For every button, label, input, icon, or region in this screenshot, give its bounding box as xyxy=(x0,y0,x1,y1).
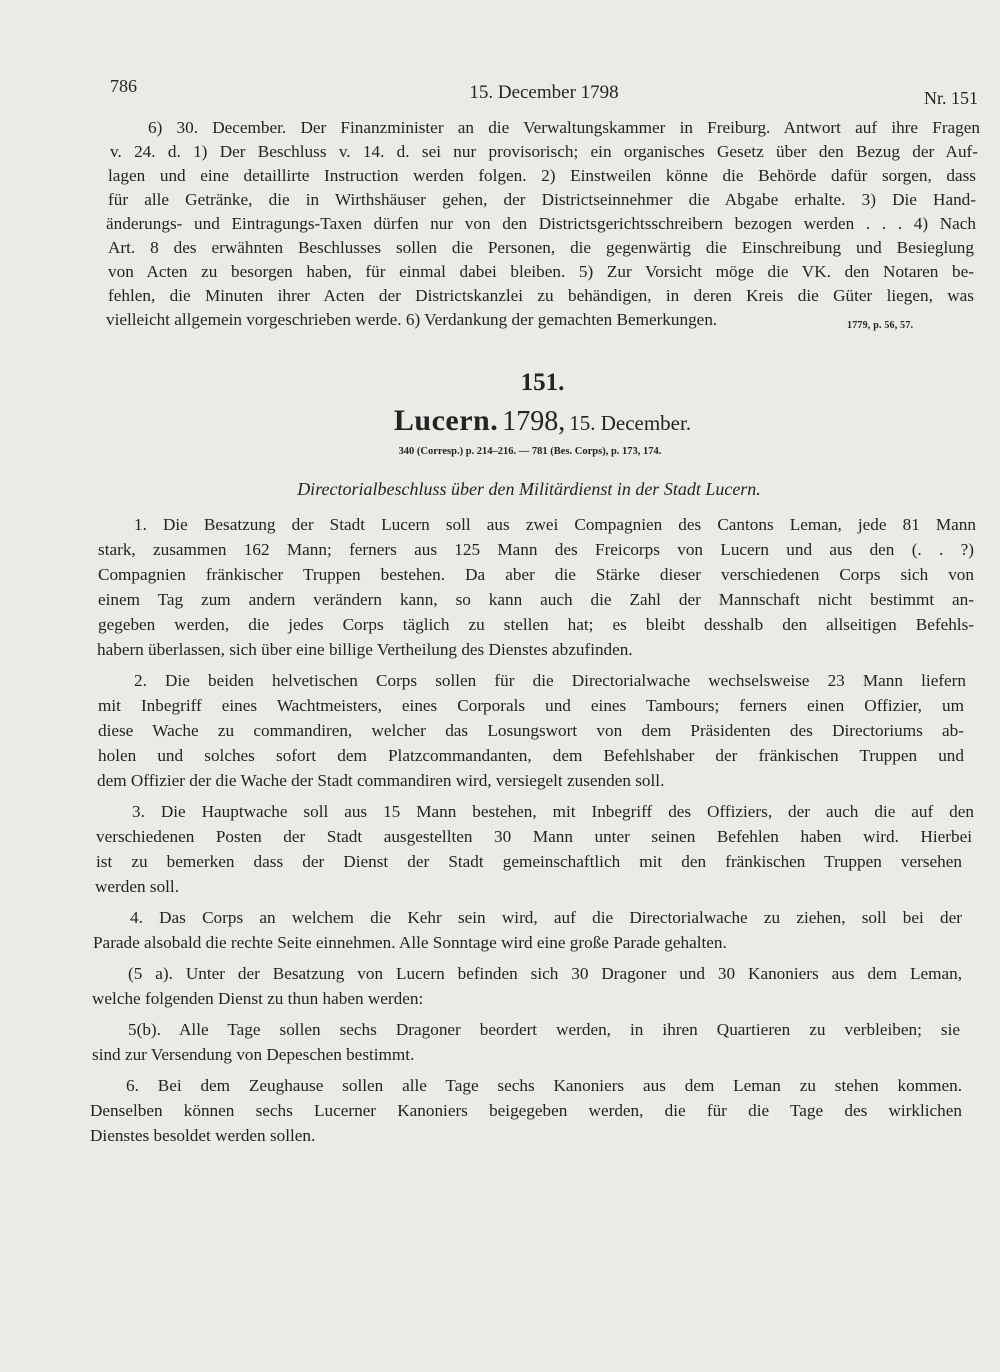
text-line: 5(b). Alle Tage sollen sechs Dragoner beordert werden, in ihren Quartieren zu verbleiben; sie xyxy=(128,1020,960,1039)
text-line: von Acten zu besorgen haben, für einmal dabei bleiben. 5) Zur Vorsicht möge die VK. den Notaren be- xyxy=(108,262,974,281)
text-line: 6) 30. December. Der Finanzminister an die Verwaltungskammer in Freiburg. Antwort auf ihre Fragen xyxy=(148,118,980,137)
entry-number-head: Nr. 151 xyxy=(924,88,978,108)
text-line: diese Wache zu commandiren, welcher das Losungswort von dem Präsidenten des Directoriums ab- xyxy=(98,721,964,740)
entry-year: 1798, xyxy=(502,406,566,437)
text-line: Denselben können sechs Lucerner Kanoniers beigegeben werden, die für die Tage des wirklichen xyxy=(90,1101,962,1120)
text-line: 4. Das Corps an welchem die Kehr sein wird, auf die Directorialwache zu ziehen, soll bei der xyxy=(130,908,962,927)
text-line: gegeben werden, die jedes Corps täglich zu stellen hat; es bleibt desshalb den allseitigen Befehls- xyxy=(98,615,974,634)
text-line: stark, zusammen 162 Mann; ferners aus 125 Mann des Freicorps von Lucern und aus den (. . ?) xyxy=(98,540,974,559)
text-line: 6. Bei dem Zeughause sollen alle Tage sechs Kanoniers aus dem Leman zu stehen kommen. xyxy=(126,1076,962,1095)
text-line: ist zu bemerken dass der Dienst der Stadt gemeinschaftlich mit den fränkischen Truppen versehen xyxy=(96,852,962,871)
text-line: fehlen, die Minuten ihrer Acten der Districtskanzlei zu behändigen, in deren Kreis die Güter liegen, was xyxy=(108,286,974,305)
page-number: 786 xyxy=(110,76,137,96)
entry-heading: Directorialbeschluss über den Militärdienst in der Stadt Lucern. xyxy=(297,479,761,499)
text-line: 3. Die Hauptwache soll aus 15 Mann bestehen, mit Inbegriff des Offiziers, der auch die auf den xyxy=(132,802,974,821)
entry-place: Lucern. xyxy=(393,404,499,437)
entry-day: 15. December. xyxy=(569,411,692,435)
citation: 1779, p. 56, 57. xyxy=(847,320,914,331)
text-line: einem Tag zum andern verändern kann, so kann auch die Zahl der Mannschaft nicht bestimmt an- xyxy=(98,590,974,609)
text-line: für alle Getränke, die in Wirthshäuser gehen, der Districtseinnehmer die Abgabe erhalte. 3) Die Hand- xyxy=(108,190,976,209)
text-line: vielleicht allgemein vorgeschrieben werde. 6) Verdankung der gemachten Bemerkungen. xyxy=(106,310,718,329)
text-line: Compagnien fränkischer Truppen bestehen. Da aber die Stärke dieser verschiedenen Corps sich von xyxy=(98,565,974,584)
entry-title xyxy=(0,404,1000,438)
text-line: Art. 8 des erwähnten Beschlusses sollen die Personen, die gegenwärtig die Einschreibung und Besieglung xyxy=(108,238,974,257)
running-head-date: 15. December 1798 xyxy=(469,82,619,103)
text-line: werden soll. xyxy=(95,877,180,896)
text-line: welche folgenden Dienst zu thun haben werden: xyxy=(92,989,424,1008)
text-line: (5 a). Unter der Besatzung von Lucern befinden sich 30 Dragoner und 30 Kanoniers aus dem Leman, xyxy=(128,964,962,983)
text-line: Parade alsobald die rechte Seite einnehmen. Alle Sonntage wird eine große Parade gehalten. xyxy=(93,933,727,952)
text-line: holen und solches sofort dem Platzcommandanten, dem Befehlshaber der fränkischen Truppen und xyxy=(98,746,964,765)
entry-number: 151. xyxy=(520,369,565,396)
text-line: änderungs- und Eintragungs-Taxen dürfen nur von den Districtsgerichtsschreibern bezogen werden . . . 4) Nach xyxy=(106,214,976,233)
text-line: 2. Die beiden helvetischen Corps sollen für die Directorialwache wechselsweise 23 Mann liefern xyxy=(134,671,966,690)
page-header xyxy=(110,76,978,106)
text-line: lagen und eine detaillirte Instruction werden folgen. 2) Einstweilen könne die Behörde dafür sorgen, dass xyxy=(108,166,976,185)
text-line: v. 24. d. 1) Der Beschluss v. 14. d. sei nur provisorisch; ein organisches Gesetz über den Bezug der Auf- xyxy=(110,142,978,161)
entry-sources: 340 (Corresp.) p. 214–216. — 781 (Bes. Corps), p. 173, 174. xyxy=(398,446,662,457)
text-line: sind zur Versendung von Depeschen bestimmt. xyxy=(92,1045,415,1064)
text-line: 1. Die Besatzung der Stadt Lucern soll aus zwei Compagnien des Cantons Leman, jede 81 Mann xyxy=(134,515,976,534)
text-line: Dienstes besoldet werden sollen. xyxy=(90,1126,316,1145)
text-line: mit Inbegriff eines Wachtmeisters, eines Corporals und eines Tambours; ferners einen Offizier, um xyxy=(98,696,964,715)
text-line: habern überlassen, sich über eine billige Vertheilung des Dienstes abzufinden. xyxy=(97,640,633,659)
text-line: dem Offizier der die Wache der Stadt commandiren wird, versiegelt zusenden soll. xyxy=(97,771,665,790)
text-line: verschiedenen Posten der Stadt ausgestellten 30 Mann unter seinen Befehlen haben wird. Hierbei xyxy=(96,827,972,846)
